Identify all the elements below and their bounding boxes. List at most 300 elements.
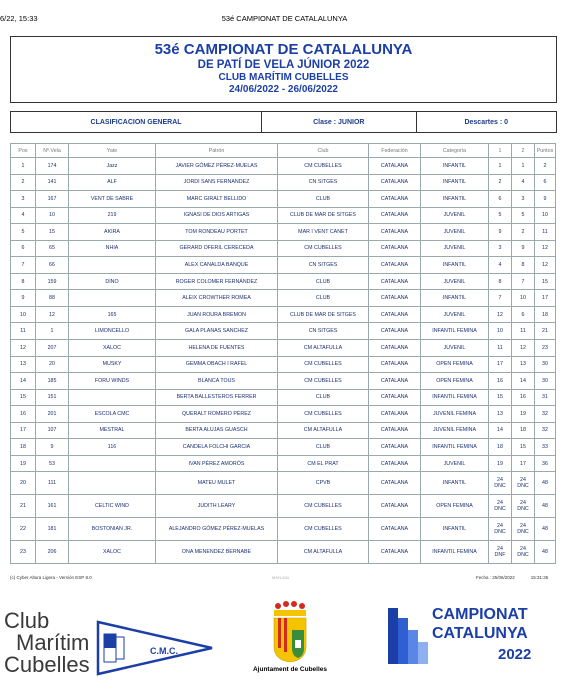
cell-category: INFANTIL <box>421 174 489 191</box>
report-date-value: Fecha : 25/06/2022 <box>476 575 515 580</box>
cell-club: CLUB <box>278 191 369 208</box>
cell-sail: 53 <box>36 455 69 472</box>
cell-race-1: 11 <box>489 340 512 357</box>
cell-club: CM ALTAFULLA <box>278 340 369 357</box>
table-row <box>11 472 556 495</box>
cell-points: 48 <box>535 472 556 495</box>
cell-club: CLUB <box>278 389 369 406</box>
cell-federation: CATALANA <box>369 518 421 541</box>
cell-race-1: 9 <box>489 224 512 241</box>
cell-sail: 111 <box>36 472 69 495</box>
cell-category: JUVENIL FEMINA <box>421 406 489 423</box>
race-penalty-code: DNC <box>517 506 529 513</box>
cell-pos: 18 <box>11 439 36 456</box>
cell-category: INFANTIL <box>421 518 489 541</box>
cell-race-2: 13 <box>512 356 535 373</box>
cell-federation: CATALANA <box>369 174 421 191</box>
cell-race-1: 14 <box>489 422 512 439</box>
cell-sail: 9 <box>36 439 69 456</box>
cell-category: JUVENIL <box>421 273 489 290</box>
table-row <box>11 495 556 518</box>
cell-category: OPEN FEMINA <box>421 356 489 373</box>
cell-pos: 16 <box>11 406 36 423</box>
cell-club: CPVB <box>278 472 369 495</box>
cell-skipper: BLANCA TOUS <box>156 373 278 390</box>
cell-race-2: 16 <box>512 389 535 406</box>
col-header-race-1: 1 <box>489 144 512 158</box>
cell-boat: DINO <box>69 273 156 290</box>
cell-category: INFANTIL FEMINA <box>421 541 489 564</box>
cell-sail: 206 <box>36 541 69 564</box>
race-penalty-code: DNC <box>494 529 506 536</box>
report-time: 15:31:35 <box>530 575 549 580</box>
software-credit: (c) Cyber Altura Ligera - Versión ESP 8.0 <box>10 575 92 580</box>
cell-race-2: 24 DNC <box>512 495 535 518</box>
cell-sail: 65 <box>36 240 69 257</box>
cell-race-2: 5 <box>512 207 535 224</box>
cell-race-1: 12 <box>489 306 512 323</box>
cell-race-2: 3 <box>512 191 535 208</box>
cell-category: JUVENIL <box>421 224 489 241</box>
cell-pos: 20 <box>11 472 36 495</box>
col-header-category: Categoría <box>421 144 489 158</box>
cell-category: INFANTIL FEMINA <box>421 439 489 456</box>
pennant-icon <box>96 620 214 676</box>
cell-sail: 201 <box>36 406 69 423</box>
cell-boat: VENT DE SABRE <box>69 191 156 208</box>
table-row <box>11 373 556 390</box>
cell-boat: LIMONCELLO <box>69 323 156 340</box>
cell-race-1: 1 <box>489 158 512 175</box>
cell-club: CLUB <box>278 439 369 456</box>
cell-sail: 181 <box>36 518 69 541</box>
cell-race-2: 24 DNC <box>512 518 535 541</box>
cell-skipper: HELENA DE FUENTES <box>156 340 278 357</box>
cell-category: JUVENIL <box>421 455 489 472</box>
cell-pos: 15 <box>11 389 36 406</box>
col-header-club: Club <box>278 144 369 158</box>
cell-category: JUVENIL <box>421 207 489 224</box>
cell-pos: 22 <box>11 518 36 541</box>
cell-federation: CATALANA <box>369 240 421 257</box>
cell-boat: NHIA <box>69 240 156 257</box>
cell-pos: 11 <box>11 323 36 340</box>
cell-skipper: ONA MENENDEZ BERNABE <box>156 541 278 564</box>
cell-club: CM ALTAFULLA <box>278 422 369 439</box>
cell-race-1: 5 <box>489 207 512 224</box>
race-penalty-code: DNC <box>494 483 506 490</box>
cell-skipper: TOM RONDEAU PORTET <box>156 224 278 241</box>
cell-pos: 3 <box>11 191 36 208</box>
results-table <box>10 143 556 564</box>
cell-boat: MESTRAL <box>69 422 156 439</box>
cell-boat: ESCOLA CMC <box>69 406 156 423</box>
cell-points: 6 <box>535 174 556 191</box>
report-date <box>476 575 548 580</box>
cell-club: CM CUBELLES <box>278 356 369 373</box>
cell-sail: 151 <box>36 389 69 406</box>
cell-federation: CATALANA <box>369 356 421 373</box>
cell-boat <box>69 257 156 274</box>
table-row <box>11 257 556 274</box>
cell-club: CM CUBELLES <box>278 240 369 257</box>
cell-skipper: QUERALT ROMERO PÉREZ <box>156 406 278 423</box>
cell-skipper: JUDITH LEARY <box>156 495 278 518</box>
race-penalty-code: DNC <box>517 483 529 490</box>
cell-race-1: 18 <box>489 439 512 456</box>
cell-race-2: 12 <box>512 340 535 357</box>
cell-boat <box>69 472 156 495</box>
cell-points: 48 <box>535 518 556 541</box>
cell-federation: CATALANA <box>369 472 421 495</box>
cell-skipper: GALA PLANAS SANCHEZ <box>156 323 278 340</box>
cell-race-2: 9 <box>512 240 535 257</box>
cell-federation: CATALANA <box>369 306 421 323</box>
table-row <box>11 191 556 208</box>
cell-federation: CATALANA <box>369 541 421 564</box>
club-logo-line-3: Cubelles <box>4 652 90 677</box>
cell-boat: AKIRA <box>69 224 156 241</box>
cell-race-1: 16 <box>489 373 512 390</box>
table-row <box>11 174 556 191</box>
table-row <box>11 224 556 241</box>
cell-federation: CATALANA <box>369 224 421 241</box>
table-row <box>11 340 556 357</box>
table-row <box>11 240 556 257</box>
cell-club: CLUB DE MAR DE SITGES <box>278 207 369 224</box>
campionat-catalunya-logo <box>388 606 558 666</box>
cell-club: CM EL PRAT <box>278 455 369 472</box>
cell-race-2: 1 <box>512 158 535 175</box>
coat-of-arms-icon <box>270 600 310 664</box>
cell-category: INFANTIL FEMINA <box>421 323 489 340</box>
stairs-icon <box>388 608 428 664</box>
cell-points: 15 <box>535 273 556 290</box>
cell-race-2: 15 <box>512 439 535 456</box>
cell-federation: CATALANA <box>369 406 421 423</box>
cell-pos: 21 <box>11 495 36 518</box>
cell-race-2: 11 <box>512 323 535 340</box>
cell-boat: 219 <box>69 207 156 224</box>
cell-points: 32 <box>535 422 556 439</box>
cell-points: 10 <box>535 207 556 224</box>
cell-boat <box>69 455 156 472</box>
cell-race-1: 6 <box>489 191 512 208</box>
table-header-row <box>11 144 556 158</box>
cell-points: 23 <box>535 340 556 357</box>
cell-category: OPEN FEMINA <box>421 495 489 518</box>
club-maritim-cubelles-logo <box>4 610 214 680</box>
cell-skipper: BERTA ALUJAS GUASCH <box>156 422 278 439</box>
cell-race-1: 3 <box>489 240 512 257</box>
cell-boat: BOSTONIAN JR. <box>69 518 156 541</box>
cell-federation: CATALANA <box>369 323 421 340</box>
cell-skipper: ROGER COLOMER FERNÁNDEZ <box>156 273 278 290</box>
cell-skipper: ALEIX CROWTHER ROMEA <box>156 290 278 307</box>
cell-club: CN SITGES <box>278 323 369 340</box>
cell-sail: 174 <box>36 158 69 175</box>
campionat-line-1: CAMPIONAT <box>432 606 528 623</box>
cell-pos: 5 <box>11 224 36 241</box>
cell-race-2: 2 <box>512 224 535 241</box>
cell-boat: XALOC <box>69 340 156 357</box>
col-header-pos: Pos <box>11 144 36 158</box>
report-code: MSH-334 <box>272 575 289 580</box>
table-row <box>11 323 556 340</box>
cell-skipper: GEMMA OBACH I RAFEL <box>156 356 278 373</box>
cell-points: 17 <box>535 290 556 307</box>
cell-skipper: CANDELA FOLCHI GARCIA <box>156 439 278 456</box>
cell-points: 36 <box>535 455 556 472</box>
cell-skipper: BERTA BALLESTEROS FERRER <box>156 389 278 406</box>
cell-pos: 10 <box>11 306 36 323</box>
cell-sail: 161 <box>36 495 69 518</box>
cell-federation: CATALANA <box>369 207 421 224</box>
cell-club: CM CUBELLES <box>278 158 369 175</box>
cell-boat: XALOC <box>69 541 156 564</box>
cell-pos: 9 <box>11 290 36 307</box>
cell-club: CM CUBELLES <box>278 518 369 541</box>
table-row <box>11 455 556 472</box>
cell-sail: 88 <box>36 290 69 307</box>
table-row <box>11 290 556 307</box>
cell-race-1: 4 <box>489 257 512 274</box>
cell-federation: CATALANA <box>369 273 421 290</box>
table-row <box>11 356 556 373</box>
cell-category: INFANTIL <box>421 257 489 274</box>
title-line-1: 53é CAMPIONAT DE CATALALUNYA <box>154 41 413 58</box>
cell-race-2: 18 <box>512 422 535 439</box>
cell-sail: 107 <box>36 422 69 439</box>
cell-pos: 17 <box>11 422 36 439</box>
cell-federation: CATALANA <box>369 439 421 456</box>
cell-points: 11 <box>535 224 556 241</box>
cell-skipper: MARC GIRALT BELLIDO <box>156 191 278 208</box>
cell-boat: ALF <box>69 174 156 191</box>
cell-category: INFANTIL <box>421 158 489 175</box>
cell-pos: 4 <box>11 207 36 224</box>
cell-race-2: 19 <box>512 406 535 423</box>
cell-boat: 165 <box>69 306 156 323</box>
cell-race-1: 15 <box>489 389 512 406</box>
cell-points: 33 <box>535 439 556 456</box>
table-row <box>11 439 556 456</box>
col-header-race-2: 2 <box>512 144 535 158</box>
classification-label: CLASIFICACION GENERAL <box>11 112 262 132</box>
cell-points: 2 <box>535 158 556 175</box>
cell-race-2: 24 DNC <box>512 541 535 564</box>
cell-sail: 207 <box>36 340 69 357</box>
cell-pos: 2 <box>11 174 36 191</box>
race-penalty-code: DNF <box>494 552 506 559</box>
cell-points: 9 <box>535 191 556 208</box>
table-row <box>11 518 556 541</box>
print-header-title: 53é CAMPIONAT DE CATALALUNYA <box>221 14 348 23</box>
cell-boat <box>69 290 156 307</box>
col-header-sail: Nº.Vela <box>36 144 69 158</box>
cell-sail: 15 <box>36 224 69 241</box>
cell-skipper: MATEU MULET <box>156 472 278 495</box>
cell-category: INFANTIL <box>421 290 489 307</box>
cell-race-1: 2 <box>489 174 512 191</box>
cell-race-1: 24 DNC <box>489 472 512 495</box>
cell-skipper: IGNASI DE DIOS ARTIGAS <box>156 207 278 224</box>
cell-pos: 14 <box>11 373 36 390</box>
cell-skipper: ALEJANDRO GÓMEZ PÉREZ-MUELAS <box>156 518 278 541</box>
cell-category: OPEN FEMINA <box>421 373 489 390</box>
cell-race-2: 7 <box>512 273 535 290</box>
race-penalty-code: DNC <box>517 552 529 559</box>
cell-race-2: 17 <box>512 455 535 472</box>
cell-pos: 13 <box>11 356 36 373</box>
cell-sail: 1 <box>36 323 69 340</box>
cell-points: 21 <box>535 323 556 340</box>
cell-race-2: 14 <box>512 373 535 390</box>
cell-category: INFANTIL <box>421 472 489 495</box>
cell-federation: CATALANA <box>369 257 421 274</box>
campionat-year: 2022 <box>498 646 532 663</box>
cell-sail: 66 <box>36 257 69 274</box>
cell-race-2: 8 <box>512 257 535 274</box>
cell-race-1: 8 <box>489 273 512 290</box>
campionat-line-2: CATALUNYA <box>432 625 528 642</box>
info-bar <box>10 111 557 133</box>
cell-club: CN SITGES <box>278 257 369 274</box>
cell-sail: 141 <box>36 174 69 191</box>
cell-club: CLUB DE MAR DE SITGES <box>278 306 369 323</box>
cell-federation: CATALANA <box>369 373 421 390</box>
cell-federation: CATALANA <box>369 290 421 307</box>
race-penalty-code: DNC <box>494 506 506 513</box>
ajuntament-caption: Ajuntament de Cubelles <box>252 666 328 673</box>
cell-points: 48 <box>535 495 556 518</box>
cell-skipper: JAVIER GÓMEZ PÉREZ-MUELAS <box>156 158 278 175</box>
cell-pos: 7 <box>11 257 36 274</box>
cell-federation: CATALANA <box>369 191 421 208</box>
cell-race-1: 13 <box>489 406 512 423</box>
cell-club: CLUB <box>278 290 369 307</box>
table-row <box>11 207 556 224</box>
cell-category: JUVENIL <box>421 306 489 323</box>
cell-race-1: 17 <box>489 356 512 373</box>
cell-race-1: 24 DNF <box>489 541 512 564</box>
cell-race-2: 24 DNC <box>512 472 535 495</box>
col-header-skipper: Patrón <box>156 144 278 158</box>
table-row <box>11 273 556 290</box>
col-header-federation: Federación <box>369 144 421 158</box>
table-row <box>11 306 556 323</box>
cell-sail: 20 <box>36 356 69 373</box>
cell-federation: CATALANA <box>369 455 421 472</box>
cell-club: CM CUBELLES <box>278 373 369 390</box>
cell-points: 12 <box>535 257 556 274</box>
col-header-points: Puntos <box>535 144 556 158</box>
cell-race-1: 7 <box>489 290 512 307</box>
cell-skipper: IVAN PÉREZ AMORÓS <box>156 455 278 472</box>
cell-pos: 23 <box>11 541 36 564</box>
table-row <box>11 422 556 439</box>
cell-category: INFANTIL FEMINA <box>421 389 489 406</box>
cell-category: JUVENIL FEMINA <box>421 422 489 439</box>
cell-club: CLUB <box>278 273 369 290</box>
cell-points: 30 <box>535 373 556 390</box>
cell-sail: 185 <box>36 373 69 390</box>
cell-club: CM ALTAFULLA <box>278 541 369 564</box>
ajuntament-cubelles-logo <box>240 600 340 678</box>
cell-federation: CATALANA <box>369 158 421 175</box>
table-row <box>11 541 556 564</box>
cell-sail: 159 <box>36 273 69 290</box>
cell-boat: MUSKY <box>69 356 156 373</box>
cell-federation: CATALANA <box>369 422 421 439</box>
cell-sail: 10 <box>36 207 69 224</box>
cell-pos: 12 <box>11 340 36 357</box>
cell-points: 30 <box>535 356 556 373</box>
title-line-3: CLUB MARÍTIM CUBELLES <box>218 72 349 83</box>
cell-points: 31 <box>535 389 556 406</box>
cell-race-1: 24 DNC <box>489 518 512 541</box>
cell-pos: 19 <box>11 455 36 472</box>
class-label: Clase : JUNIOR <box>262 112 416 132</box>
club-badge-text: C.M.C. <box>150 646 178 656</box>
race-penalty-code: DNC <box>517 529 529 536</box>
cell-race-1: 10 <box>489 323 512 340</box>
cell-pos: 8 <box>11 273 36 290</box>
cell-points: 18 <box>535 306 556 323</box>
cell-boat: FORU WINDS <box>69 373 156 390</box>
cell-pos: 6 <box>11 240 36 257</box>
cell-federation: CATALANA <box>369 495 421 518</box>
cell-skipper: JORDI SANS FERNANDEZ <box>156 174 278 191</box>
cell-category: INFANTIL <box>421 191 489 208</box>
cell-pos: 1 <box>11 158 36 175</box>
cell-race-2: 10 <box>512 290 535 307</box>
table-row <box>11 406 556 423</box>
club-logo-line-2: Marítim <box>16 630 90 655</box>
cell-club: CM CUBELLES <box>278 406 369 423</box>
cell-federation: CATALANA <box>369 389 421 406</box>
cell-points: 48 <box>535 541 556 564</box>
discards-label: Descartes : 0 <box>464 118 509 126</box>
cell-sail: 12 <box>36 306 69 323</box>
table-row <box>11 389 556 406</box>
cell-race-1: 24 DNC <box>489 495 512 518</box>
cell-skipper: JUAN ROURA BREMON <box>156 306 278 323</box>
cell-boat: 116 <box>69 439 156 456</box>
cell-race-1: 19 <box>489 455 512 472</box>
cell-boat <box>69 389 156 406</box>
cell-boat: CELTIC WIND <box>69 495 156 518</box>
print-header-date: 6/22, 15:33 <box>0 14 38 23</box>
cell-race-2: 6 <box>512 306 535 323</box>
cell-boat: Jazz <box>69 158 156 175</box>
cell-points: 32 <box>535 406 556 423</box>
table-row <box>11 158 556 175</box>
col-header-boat: Yate <box>69 144 156 158</box>
club-logo-line-1: Club <box>4 608 50 633</box>
cell-points: 12 <box>535 240 556 257</box>
title-block <box>10 36 557 103</box>
title-line-2: DE PATÍ DE VELA JÚNIOR 2022 <box>197 59 370 71</box>
cell-category: JUVENIL <box>421 240 489 257</box>
cell-sail: 167 <box>36 191 69 208</box>
cell-club: CN SITGES <box>278 174 369 191</box>
cell-category: JUVENIL <box>421 340 489 357</box>
cell-skipper: ALEX CANALDA BANQUE <box>156 257 278 274</box>
cell-club: MAR I VENT CANET <box>278 224 369 241</box>
cell-race-2: 4 <box>512 174 535 191</box>
cell-federation: CATALANA <box>369 340 421 357</box>
